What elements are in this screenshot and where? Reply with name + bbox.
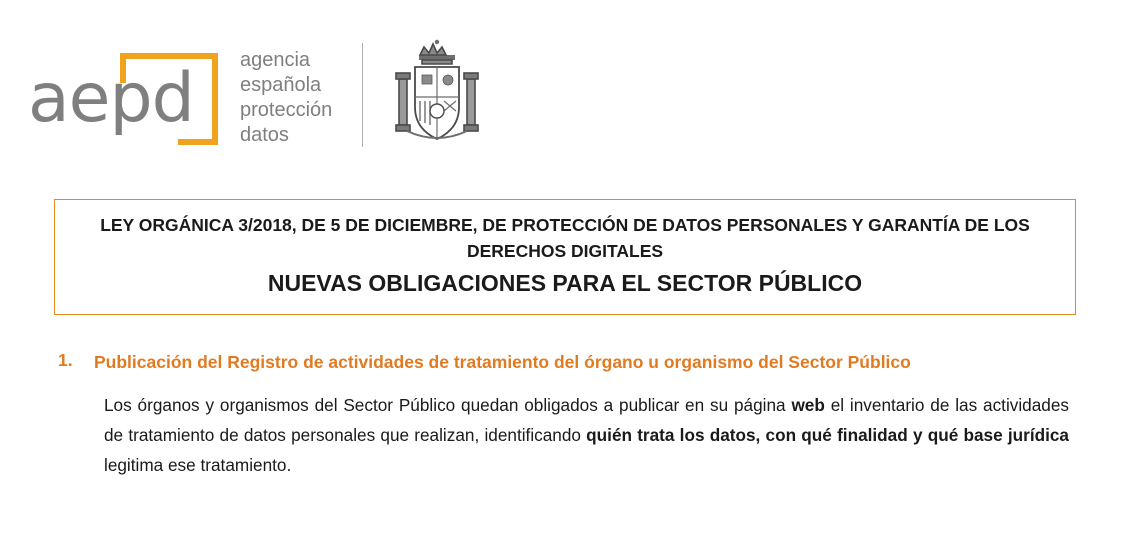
paragraph-part-3: legitima ese tratamiento. <box>104 455 292 475</box>
title-box <box>54 199 1076 315</box>
paragraph-bold-2: quién trata los datos, con qué finalidad y qué base jurídica <box>586 425 1069 445</box>
header-divider <box>362 43 363 147</box>
paragraph-part-2: el inventario de las actividades de tratamiento de datos personales que realizan, identificando <box>104 395 1070 445</box>
coat-of-arms-icon <box>389 39 485 151</box>
section-heading-row <box>58 348 1078 376</box>
logo-bracket-bottom <box>178 139 218 145</box>
agency-line-2: española <box>240 74 322 96</box>
agency-line-4: datos <box>240 124 289 146</box>
section-number: 1. <box>58 350 73 370</box>
aepd-logo-mark <box>28 35 238 155</box>
section-paragraph <box>104 390 1069 480</box>
section-1 <box>58 348 1078 497</box>
law-title: LEY ORGÁNICA 3/2018, DE 5 DE DICIEMBRE, DE PROTECCIÓN DE DATOS PERSONALES Y GARANTÍA DE LOS DERECHOS DIGITALES <box>100 215 1030 261</box>
paragraph-bold-1: web <box>791 395 825 415</box>
agency-name-block <box>240 42 332 148</box>
document-header <box>28 30 485 160</box>
logo-bracket-right <box>212 53 218 145</box>
aepd-wordmark: aepd <box>28 59 194 138</box>
aepd-logo <box>28 35 332 155</box>
agency-line-3: protección <box>240 99 333 121</box>
section-heading: Publicación del Registro de actividades de tratamiento del órgano u organismo del Sector Público <box>94 352 911 372</box>
paragraph-part-1: Los órganos y organismos del Sector Público quedan obligados a publicar en su página <box>104 395 792 415</box>
document-subtitle: NUEVAS OBLIGACIONES PARA EL SECTOR PÚBLICO <box>267 270 863 296</box>
agency-line-1: agencia <box>240 49 311 71</box>
